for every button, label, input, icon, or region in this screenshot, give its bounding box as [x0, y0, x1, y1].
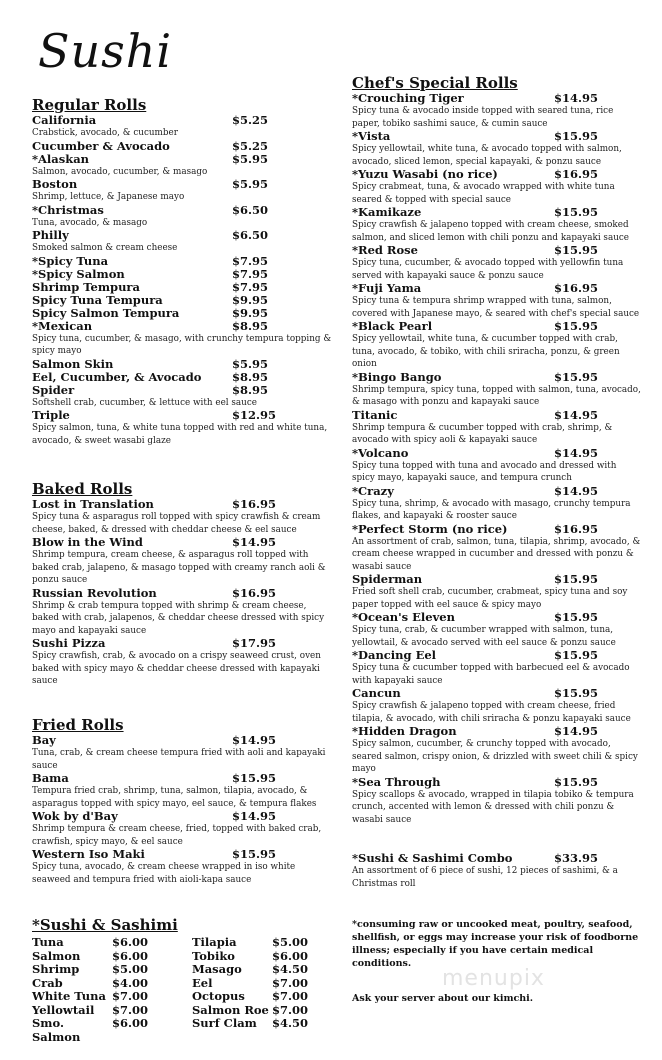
item-price: $5.25	[232, 138, 269, 153]
item-description: Spicy tuna, avocado, & cream cheese wrapped in iso white seaweed and tempura fried with aioli-kapa sauce	[32, 862, 296, 885]
item-name: Eel, Cucumber, & Avocado	[32, 369, 202, 384]
item-description: Softshell crab, cucumber, & lettuce with eel sauce	[32, 397, 257, 408]
item-price: $8.95	[232, 382, 269, 397]
item-price: $15.95	[554, 648, 599, 662]
item-name: Spicy Salmon Tempura	[32, 305, 180, 320]
item-description: An assortment of 6 piece of sushi, 12 pieces of sashimi, & a Christmas roll	[352, 866, 618, 889]
item-description: An assortment of crab, salmon, tuna, tilapia, shrimp, avocado, & cream cheese wrapped in cucumber and dressed with ponzu & wasabi sauce	[352, 536, 641, 572]
sashimi-price: $7.00	[112, 989, 149, 1003]
menu-item	[32, 204, 332, 230]
sashimi-price: $7.00	[272, 975, 309, 990]
baked-rolls-section	[32, 480, 332, 688]
item-price: $8.95	[232, 369, 269, 384]
menu-item	[32, 140, 332, 153]
fried-rolls-list	[32, 734, 332, 886]
item-name: Titanic	[352, 407, 398, 422]
item-description: Spicy crawfish, crab, & avocado on a crispy seaweed crust, oven baked with spicy mayo & cheddar cheese dressed with kapayaki sauce	[32, 651, 321, 686]
menu-item	[32, 498, 332, 536]
sashimi-price: $7.00	[112, 1002, 149, 1017]
menu-item	[352, 485, 642, 523]
item-name: *Perfect Storm (no rice)	[352, 521, 508, 536]
menu-item	[352, 282, 642, 320]
item-price: $15.95	[554, 129, 599, 143]
item-price: $14.95	[232, 535, 277, 549]
item-name: *Alaskan	[32, 151, 90, 166]
sashimi-price: $4.00	[112, 975, 149, 990]
item-description: Shrimp tempura & cucumber topped with crab, shrimp, & avocado with spicy aoli & kapayaki sauce	[352, 422, 613, 445]
item-price: $14.95	[554, 724, 599, 738]
item-price: $7.95	[232, 279, 269, 294]
item-description: Tuna, avocado, & masago	[32, 217, 148, 228]
sashimi-name: Eel	[192, 975, 213, 990]
menu-item	[32, 734, 332, 772]
item-description: Spicy tuna & asparagus roll topped with spicy crawfish & cream cheese, baked, & dressed with cheddar cheese & eel sauce	[32, 512, 321, 535]
sashimi-price: $7.00	[272, 989, 309, 1003]
item-name: *Spicy Tuna	[32, 253, 109, 268]
item-price: $12.95	[232, 408, 277, 422]
item-description: Spicy scallops & avocado, wrapped in tilapia tobiko & tempura crunch, accented with lemon & dressed with chili ponzu & wasabi sauce	[352, 789, 634, 825]
item-price: $8.95	[232, 318, 269, 333]
menu-item	[352, 130, 642, 168]
menu-item	[32, 384, 332, 410]
item-description: Spicy tuna, cucumber, & avocado topped with yellowfin tuna served with kapayaki sauce & ponzu sauce	[352, 258, 624, 281]
combo-item	[352, 852, 642, 890]
chefs-special-section	[352, 74, 642, 826]
item-description: Spicy tuna & tempura shrimp wrapped with tuna, salmon, covered with Japanese mayo, & seared with chef's special sauce	[352, 296, 640, 319]
item-price: $5.95	[232, 177, 269, 191]
item-description: Shrimp & crab tempura topped with shrimp & cream cheese, baked with crab, jalapenos, & cheddar cheese dressed with spicy mayo and kapayaki sauce	[32, 600, 325, 636]
sashimi-price: $6.00	[112, 1016, 149, 1030]
item-price: $14.95	[554, 91, 599, 105]
menu-item	[352, 687, 642, 725]
item-description: Spicy tuna, shrimp, & avocado with masago, crunchy tempura flakes, and kapayaki & rooster sauce	[352, 498, 631, 521]
item-price: $33.95	[554, 851, 599, 865]
menu-item	[352, 168, 642, 206]
item-name: *Christmas	[32, 202, 104, 217]
menu-item	[32, 320, 332, 358]
sashimi-price: $6.00	[112, 935, 149, 949]
item-name: *Dancing Eel	[352, 648, 437, 662]
item-price: $15.95	[554, 205, 599, 219]
watermark: menupix	[442, 966, 545, 991]
item-name: Spicy Tuna Tempura	[32, 292, 163, 307]
item-price: $16.95	[554, 167, 599, 181]
chefs-special-list	[352, 92, 642, 826]
sashimi-name: Shrimp	[32, 962, 80, 976]
item-description: Spicy yellowtail, white tuna, & avocado topped with salmon, avocado, sliced lemon, special kapayaki, & ponzu sauce	[352, 144, 622, 167]
section-heading: Baked Rolls	[32, 480, 133, 498]
item-price: $5.95	[232, 151, 269, 166]
menu-item	[32, 178, 332, 204]
item-name: *Bingo Bango	[352, 369, 442, 384]
sashimi-name: Surf Clam	[192, 1016, 257, 1030]
sashimi-name: Salmon	[32, 948, 81, 963]
sashimi-name: Crab	[32, 975, 63, 990]
item-name: Spiderman	[352, 572, 423, 586]
item-description: Tempura fried crab, shrimp, tuna, salmon, tilapia, avocado, & asparagus topped with spicy mayo, eel sauce, & tempura flakes	[32, 786, 317, 809]
item-price: $15.95	[554, 572, 599, 586]
item-price: $5.95	[232, 356, 269, 371]
item-name: Boston	[32, 177, 78, 191]
menu-item	[32, 294, 332, 307]
item-name: *Volcano	[352, 445, 409, 460]
menu-item	[352, 776, 642, 827]
item-price: $15.95	[554, 686, 599, 700]
item-description: Spicy salmon, tuna, & white tuna topped with red and white tuna, avocado, & sweet wasabi glaze	[32, 423, 328, 446]
page-title: Sushi	[38, 24, 173, 78]
item-description: Spicy yellowtail, white tuna, & cucumber topped with crab, tuna, avocado, & tobiko, with chili sriracha, ponzu, & green onion	[352, 334, 620, 369]
sashimi-name: Tilapia	[192, 935, 237, 949]
sashimi-name: Yellowtail	[32, 1002, 95, 1017]
item-name: Cucumber & Avocado	[32, 138, 170, 153]
menu-item	[352, 523, 642, 574]
item-description: Spicy tuna, cucumber, & masago, with crunchy tempura topping & spicy mayo	[32, 333, 332, 356]
item-description: Spicy crabmeat, tuna, & avocado wrapped with white tuna seared & topped with special sauce	[352, 182, 615, 205]
sashimi-price: $6.00	[112, 948, 149, 963]
sashimi-name: Tuna	[32, 935, 64, 949]
section-heading: *Sushi & Sashimi	[32, 916, 178, 934]
sashimi-price: $5.00	[112, 962, 149, 976]
item-name: *Kamikaze	[352, 205, 422, 219]
regular-rolls-list	[32, 114, 332, 447]
item-description: Spicy tuna topped with tuna and avocado and dressed with spicy mayo, kapayaki sauce, and tempura crunch	[352, 460, 617, 483]
health-warning: *consuming raw or uncooked meat, poultry, seafood, shellfish, or eggs may increase your risk of foodborne illness; especially if you have certain medical conditions.	[352, 919, 639, 969]
item-description: Smoked salmon & cream cheese	[32, 243, 178, 253]
item-name: *Vista	[352, 129, 391, 143]
sashimi-price: $7.00	[272, 1002, 309, 1017]
item-price: $14.95	[554, 445, 599, 460]
menu-item	[352, 92, 642, 130]
item-price: $5.25	[232, 113, 269, 127]
item-name: Western Iso Maki	[32, 847, 145, 861]
item-price: $15.95	[554, 319, 599, 333]
item-description: Spicy crawfish & jalapeno topped with cream cheese, smoked salmon, and sliced lemon with chili ponzu and kapayaki sauce	[352, 220, 629, 243]
item-name: *Spicy Salmon	[32, 266, 125, 281]
sashimi-price: $6.00	[272, 948, 309, 963]
menu-item	[32, 114, 332, 140]
item-price: $9.95	[232, 292, 269, 307]
menu-item	[352, 409, 642, 447]
item-name: *Yuzu Wasabi (no rice)	[352, 167, 498, 181]
menu-item	[32, 371, 332, 384]
menu-item	[32, 409, 332, 447]
item-price: $16.95	[554, 281, 599, 295]
menu-item	[32, 637, 332, 688]
menu-item	[32, 587, 332, 638]
item-price: $6.50	[232, 228, 269, 242]
item-description: Shrimp tempura, cream cheese, & asparagus roll topped with baked crab, jalapeno, & masago topped with creamy ranch aoli & ponzu sauce	[32, 550, 326, 585]
kimchi-note: Ask your server about our kimchi.	[352, 993, 534, 1004]
menu-item	[352, 447, 642, 485]
item-description: Spicy tuna, crab, & cucumber wrapped with salmon, tuna, yellowtail, & avocado served with eel sauce & ponzu sauce	[352, 625, 616, 648]
fried-rolls-section	[32, 716, 332, 886]
item-description: Fried soft shell crab, cucumber, crabmeat, spicy tuna and soy paper topped with eel sauce & spicy mayo	[352, 587, 628, 610]
item-name: Spider	[32, 382, 75, 397]
menu-item	[32, 358, 332, 371]
menu-item	[352, 206, 642, 244]
menu-item	[352, 320, 642, 371]
item-description: Shrimp, lettuce, & Japanese mayo	[32, 192, 185, 202]
item-name: *Ocean's Eleven	[352, 610, 455, 624]
menu-item	[32, 153, 332, 179]
item-name: Salmon Skin	[32, 356, 114, 371]
sashimi-name: White Tuna	[32, 989, 106, 1003]
menu-item	[352, 573, 642, 611]
item-name: Lost in Translation	[32, 497, 154, 511]
menu-item	[32, 536, 332, 587]
menu-item	[32, 848, 332, 886]
item-name: California	[32, 113, 97, 127]
regular-rolls-section	[32, 96, 332, 447]
item-name: *Mexican	[32, 318, 93, 333]
item-name: Wok by d'Bay	[32, 809, 118, 823]
item-name: Russian Revolution	[32, 585, 157, 600]
item-price: $16.95	[232, 497, 277, 511]
item-name: *Red Rose	[352, 243, 418, 257]
sashimi-price: $4.50	[272, 1016, 309, 1030]
item-name: *Hidden Dragon	[352, 724, 457, 738]
item-price: $14.95	[232, 733, 277, 747]
item-name: Sushi Pizza	[32, 636, 106, 650]
item-description: Spicy salmon, cucumber, & crunchy topped with avocado, seared salmon, crispy onion, & drizzled with sweet chili & spicy mayo	[352, 739, 638, 774]
item-price: $17.95	[232, 636, 277, 650]
item-price: $9.95	[232, 305, 269, 320]
item-price: $16.95	[554, 521, 599, 536]
item-name: Philly	[32, 228, 69, 242]
item-price: $15.95	[232, 771, 277, 785]
item-description: Crabstick, avocado, & cucumber	[32, 128, 178, 138]
item-name: *Crazy	[352, 483, 394, 498]
item-name: Bama	[32, 771, 69, 785]
item-price: $7.95	[232, 266, 269, 281]
sashimi-name: Smo. Salmon	[32, 1016, 81, 1044]
item-price: $16.95	[232, 585, 277, 600]
menu-item	[352, 244, 642, 282]
menu-item	[32, 229, 332, 255]
menu-item	[352, 725, 642, 776]
item-description: Shrimp tempura, spicy tuna, topped with salmon, tuna, avocado, & masago with ponzu and kapayaki sauce	[352, 384, 641, 407]
item-price: $6.50	[232, 202, 269, 217]
sushi-sashimi-grid	[32, 936, 332, 1044]
item-price: $14.95	[554, 483, 599, 498]
sashimi-name: Masago	[192, 962, 242, 976]
menu-item	[32, 810, 332, 848]
item-price: $7.95	[232, 253, 269, 268]
item-price: $14.95	[232, 809, 277, 823]
menu-item	[32, 772, 332, 810]
item-description: Shrimp tempura & cream cheese, fried, topped with baked crab, crawfish, spicy mayo, & eel sauce	[32, 824, 322, 847]
section-heading: Chef's Special Rolls	[352, 74, 518, 92]
sashimi-name: Salmon Roe	[192, 1002, 269, 1017]
item-price: $15.95	[554, 774, 599, 789]
sashimi-name: Tobiko	[192, 948, 235, 963]
menu-item	[352, 371, 642, 409]
item-description: Tuna, crab, & cream cheese tempura fried with aoli and kapayaki sauce	[32, 748, 326, 771]
item-price: $15.95	[232, 847, 277, 861]
item-price: $15.95	[554, 369, 599, 384]
item-description: Spicy tuna & avocado inside topped with seared tuna, rice paper, tobiko sashimi sauce, & cumin sauce	[352, 106, 614, 129]
sashimi-price: $5.00	[272, 935, 309, 949]
section-heading: Regular Rolls	[32, 96, 147, 114]
baked-rolls-list	[32, 498, 332, 688]
sashimi-price: $4.50	[272, 962, 309, 976]
item-name: Blow in the Wind	[32, 535, 143, 549]
item-name: *Sushi & Sashimi Combo	[352, 851, 513, 865]
menu-item	[32, 281, 332, 294]
item-name: *Fuji Yama	[352, 281, 422, 295]
menu-item	[32, 255, 332, 268]
item-name: Bay	[32, 733, 56, 747]
item-name: *Black Pearl	[352, 319, 433, 333]
section-heading: Fried Rolls	[32, 716, 124, 734]
menu-item	[32, 307, 332, 320]
menu-item	[352, 611, 642, 649]
sushi-sashimi-section	[32, 916, 332, 1044]
menu-item	[352, 649, 642, 687]
item-name: Cancun	[352, 686, 401, 700]
item-price: $15.95	[554, 243, 599, 257]
item-description: Salmon, avocado, cucumber, & masago	[32, 166, 208, 177]
item-name: *Crouching Tiger	[352, 91, 464, 105]
item-price: $14.95	[554, 407, 599, 422]
item-name: Shrimp Tempura	[32, 279, 140, 294]
item-name: *Sea Through	[352, 774, 441, 789]
item-description: Spicy tuna & cucumber topped with barbecued eel & avocado with kapayaki sauce	[352, 663, 630, 686]
menu-item	[32, 268, 332, 281]
item-price: $15.95	[554, 610, 599, 624]
item-description: Spicy crawfish & jalapeno topped with cream cheese, fried tilapia, & avocado, with chili sriracha & ponzu kapayaki sauce	[352, 701, 631, 724]
sashimi-name: Octopus	[192, 989, 245, 1003]
item-name: Triple	[32, 408, 70, 422]
